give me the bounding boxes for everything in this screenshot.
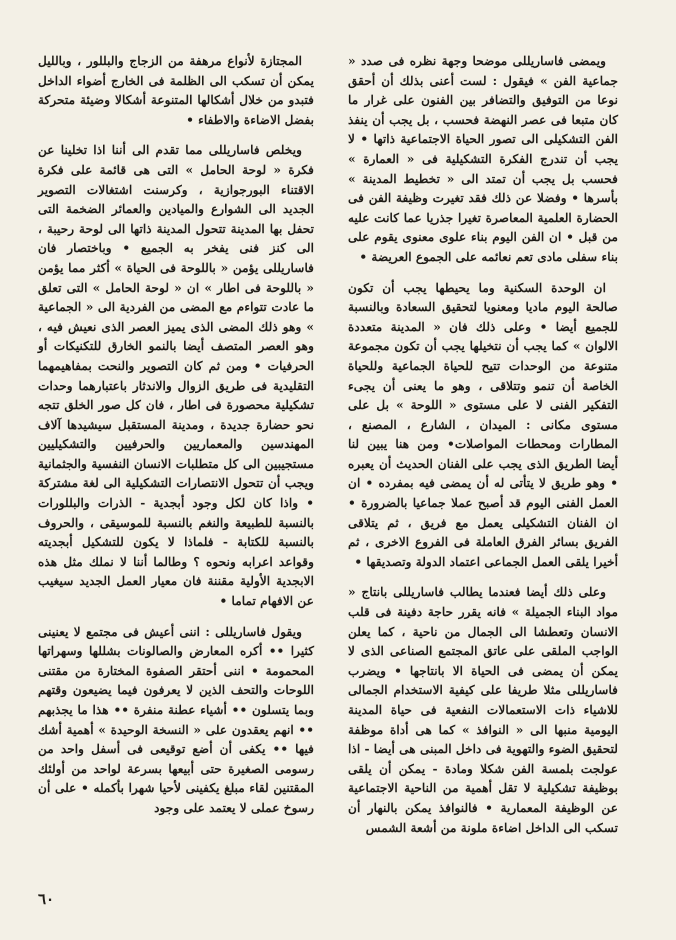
paragraph: ويقول فاساريللى : اننى أعيش فى مجتمع لا يعنينى كثيرا •• أكره المعارض والصالونات بشللها وسهراتها المحمومة • اننى أحتقر الصفوة المختارة من مقتنى اللوحات والتحف الذين لا يعرفون فيما يضيعون وقتهم وبما يتسلون •• أشياء عطنة منفرة •• هذا ما يجذبهم •• انهم يعقدون على « النسخة الوحيدة » أهمية أشك فيها •• يكفى أن أضع توقيعى فى أسفل واحد من رسومى الصغيرة حتى أبيعها بسرعة لواحد من أولئك المقتنين لقاء مبلغ يكفينى لأحيا شهرا بأكمله • على أن رسوخ عملى لا يعتمد على وجود xyxy=(38,624,314,815)
paragraph: وعلى ذلك أيضا فعندما يطالب فاساريللى بانتاج « مواد البناء الجميلة » فانه يقرر حاجة دفينة فى قلب الانسان وتعطشا الى الجمال من ناحية ، كما يعلن الواجب الملقى على عاتق المجتمع الصناعى الذى لا يمكن أن يمضى فى الحياة الا بانتاجها • ويضرب فاساريللى مثلا طريفا على كيفية الاستخدام الجمالى للاشياء ذات الاستعمالات النفعية فى حياة المدينة اليومية منبها الى « النوافذ » كما هى أداة موظفة لتحقيق الضوء والتهوية فى داخل المبنى هى أيضا - اذا عولجت بلمسة الفن شكلا ومادة - يمكن أن يلقى بوظيفة تشكيلية لا تقل أهمية من الناحية الاجتماعية عن الوظيفة المعمارية • فالنوافذ يمكن بالنهار أن تسكب الى الداخل اضاءة ملونة من أشعة الشمس xyxy=(348,585,618,835)
paragraph: ويخلص فاساريللى مما تقدم الى أننا اذا تخلينا عن فكرة « لوحة الحامل » التى هى قائمة على فكرة الاقتناء البورجوازية ، وكرسنت اشتغالات التصوير الجديد الى الشوارع والميادين والعمائر الضخمة التى تحفل بها المدينة تتحول المدينة ذاتها الى لوحة رحيبة ، الى كنز فنى يفخر به الجميع • وباختصار فان فاساريللى يؤمن « باللوحة فى الحياة » أكثر مما يؤمن « باللوحة فى اطار » ان « لوحة الحامل » التى تعلق ما عادت تتواءم مع المضى من الفردية الى « الجماعية » وهو ذلك المضى الذى يميز العصر الذى نعيش فيه ، وهو العصر المتصف أيضا بالنمو الخارق للتكنيكات أو الحرفيات • ومن ثم كان التصوير والنحت بمفاهيمهما التقليدية فى طريق الزوال والاندثار باعتبارهما وحدات تشكيلية محصورة فى اطار ، فان كل صور الخلق تتجه نحو حضارة جديدة ، ومدينة المستقبل سيشيدها آلاف المهندسين والمعماريين والحرفيين والتشكيليين مستجيبين الى كل متطلبات الانسان النفسية والجثمانية ويجب أن تتحول الانتصارات التشكيلية الى لغة مشتركة • واذا كان لكل وجود أبجدية - الذرات والبللورات بالنسبة للطبيعة والنغم بالنسبة للموسيقى ، والحروف بالنسبة للكتابة - فلماذا لا يكون للتشكيل أبجديته وقواعد اعرابه ونحوه ؟ وطالما أننا لا نملك مثل هذه الابجدية الأولية مقننة فان معيار العمل الجديد سيغيب عن الافهام تماما • xyxy=(38,143,314,609)
paragraph: ويمضى فاساريللى موضحا وجهة نظره فى صدد « جماعية الفن » فيقول : لست أعنى بذلك أن أحقق نوعا من التوفيق والتضافر بين الفنون على غرار ما كان متبعا فى عصر النهضة فحسب ، بل يجب أن ينفذ الفن التشكيلى الى تصور الحياة الاجتماعية ذاتها • لا يجب أن تندرج الفكرة التشكيلية فى « العمارة » فحسب بل يجب أن تمتد الى « تخطيط المدينة » بأسرها • وفضلا عن ذلك فقد تغيرت وظيفة الفن فى الحضارة العلمية المعاصرة تغيرا جذريا عما كانت عليه من قبل • ان الفن اليوم بناء علوى معنوى يقوم على بناء سفلى مادى تعم نعائمه على الجموع العريضة • xyxy=(348,54,618,264)
right-column xyxy=(348,52,618,849)
paragraph: ان الوحدة السكنية وما يحيطها يجب أن تكون صالحة اليوم ماديا ومعنويا لتحقيق السعادة وبالنسبة للجميع أيضا • وعلى ذلك فان « المدينة متعددة الالوان » كما يجب أن نتخيلها يجب أن تكون مجموعة متنوعة من الوحدات تتيح للحياة الجماعية وللحياة الخاصة أن تنمو وتتلاقى ، وهو ما يعنى أن يجىء التفكير الفنى لا على مستوى « اللوحة » بل على مستوى مكانى : الميدان ، الشارع ، المصنع ، المطارات ومحطات المواصلات• ومن هنا يبين لنا أيضا الطريق الذى يجب على الفنان الحديث أن يعبره • وهو طريق لا يتأتى له أن يمضى فيه بمفرده • ان العمل الفنى اليوم قد أصبح عملا جماعيا بالضرورة • ان الفنان التشكيلى يعمل مع فريق ، ثم يتلاقى الفريق بسائر الفرق العاملة فى الفروع الاخرى ، ثم أخيرا يلقى العمل الجماعى اعتماد الدولة وتصديقها • xyxy=(348,280,618,569)
paragraph: المجتازة لأنواع مرهفة من الزجاج والبللور ، وبالليل يمكن أن تسكب الى الظلمة فى الخارج أضواء الداخل فتبدو من خلال أشكالها المتنوعة أشكالا وضيئة متحركة بفضل الاضاءة والاطفاء • xyxy=(38,54,314,127)
page-number: ٦٠ xyxy=(38,890,55,908)
left-column xyxy=(38,52,314,830)
